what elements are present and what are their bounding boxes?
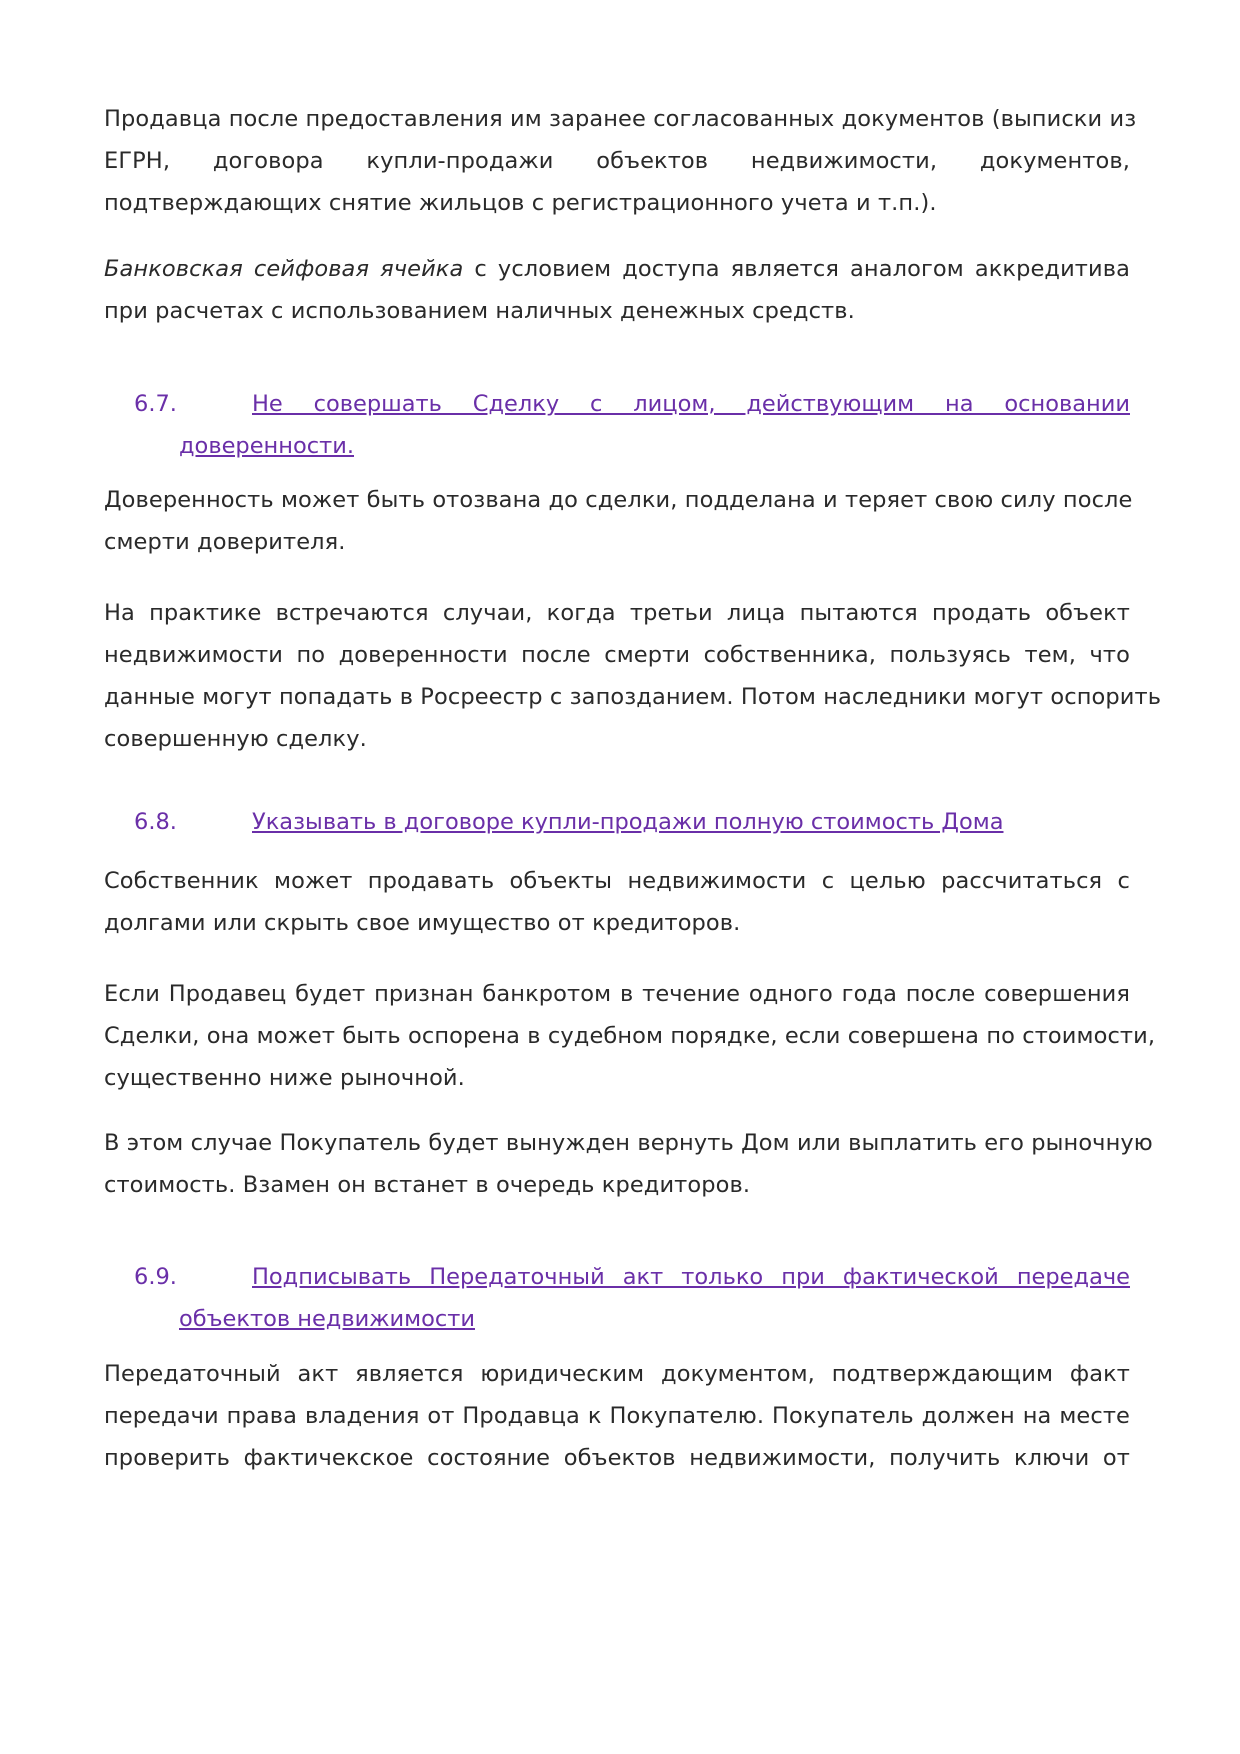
text-fragment: с условием доступа является аналогом аккредитива (463, 256, 1130, 282)
text-line: недвижимости по доверенности после смерти собственника, пользуясь тем, что (104, 642, 1130, 668)
section-heading-6-7 (134, 383, 1130, 467)
section-heading-6-9 (134, 1256, 1130, 1340)
text-line: В этом случае Покупатель будет вынужден вернуть Дом или выплатить его рыночную (104, 1130, 1153, 1156)
text-line: проверить фактичекское состояние объектов недвижимости, получить ключи от (104, 1445, 1130, 1471)
text-line: стоимость. Взамен он встанет в очередь кредиторов. (104, 1172, 751, 1198)
text-line: На практике встречаются случаи, когда третьи лица пытаются продать объект (104, 600, 1130, 626)
section-number: 6.8. (134, 809, 177, 835)
section-link-continuation[interactable]: доверенности. (179, 433, 354, 459)
text-line: Продавца после предоставления им заранее согласованных документов (выписки из (104, 106, 1137, 132)
section-link[interactable]: Не совершать Сделку с лицом, действующим на основании (252, 391, 1130, 417)
section-link-continuation[interactable]: объектов недвижимости (179, 1306, 475, 1332)
paragraph-practice-cases (104, 592, 1162, 760)
paragraph-bankruptcy (104, 973, 1156, 1099)
paragraph-seller-documents (104, 98, 1137, 224)
section-heading-6-8 (134, 801, 1130, 843)
section-number: 6.7. (134, 391, 177, 417)
paragraph-buyer-obligation (104, 1122, 1153, 1206)
section-link[interactable]: Указывать в договоре купли-продажи полную стоимость Дома (252, 809, 1004, 835)
text-line: смерти доверителя. (104, 529, 346, 555)
text-line: Если Продавец будет признан банкротом в течение одного года после совершения (104, 981, 1130, 1007)
text-line: передачи права владения от Продавца к Покупателю. Покупатель должен на месте (104, 1403, 1130, 1429)
paragraph-safe-deposit (104, 248, 1130, 332)
section-link[interactable]: Подписывать Передаточный акт только при фактической передаче (252, 1264, 1130, 1290)
text-line: Собственник может продавать объекты недвижимости с целью рассчитаться с (104, 868, 1130, 894)
text-line: долгами или скрыть свое имущество от кредиторов. (104, 910, 741, 936)
text-line: Сделки, она может быть оспорена в судебном порядке, если совершена по стоимости, (104, 1023, 1156, 1049)
text-line: данные могут попадать в Росреестр с запозданием. Потом наследники могут оспорить (104, 684, 1162, 710)
text-line: Доверенность может быть отозвана до сделки, подделана и теряет свою силу после (104, 487, 1133, 513)
text-line: ЕГРН, договора купли-продажи объектов недвижимости, документов, (104, 148, 1130, 174)
paragraph-owner-debts (104, 860, 1130, 944)
text-line (104, 248, 1130, 290)
text-line: существенно ниже рыночной. (104, 1065, 465, 1091)
text-line: совершенную сделку. (104, 726, 367, 752)
text-line: Передаточный акт является юридическим документом, подтверждающим факт (104, 1361, 1130, 1387)
paragraph-transfer-act (104, 1353, 1130, 1479)
text-line: при расчетах с использованием наличных денежных средств. (104, 298, 855, 324)
italic-term: Банковская сейфовая ячейка (104, 256, 464, 282)
paragraph-power-of-attorney (104, 479, 1133, 563)
text-line: подтверждающих снятие жильцов с регистрационного учета и т.п.). (104, 190, 937, 216)
section-number: 6.9. (134, 1264, 177, 1290)
